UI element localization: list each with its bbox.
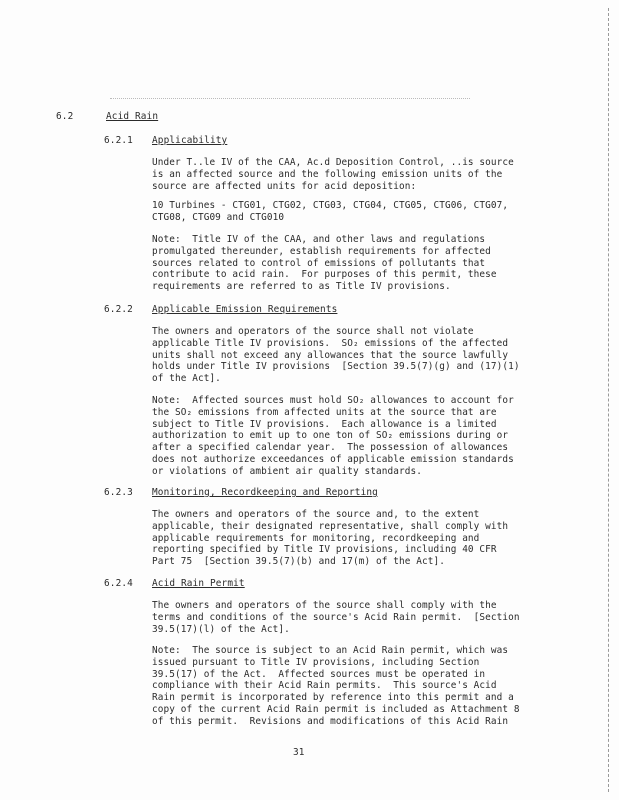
text-line: of the Act]. [152, 373, 221, 385]
text-line: 39.5(17)(l) of the Act]. [152, 623, 290, 635]
paragraph [152, 395, 532, 478]
text-line: The owners and operators of the source shall comply with the [152, 600, 497, 611]
text-line: The owners and operators of the source shall not violate [152, 326, 474, 337]
text-line: compliance with their Acid Rain permits. This source's Acid [152, 680, 497, 692]
text-line: Note: Affected sources must hold SO₂ allowances to account for [152, 395, 514, 406]
text-line: The owners and operators of the source and, to the extent [152, 509, 480, 520]
text-line: terms and conditions of the source's Acid Rain permit. [Section [152, 611, 520, 623]
paragraph [152, 157, 532, 192]
text-line: sources related to control of emissions of pollutants that [152, 257, 486, 269]
section-number: 6.2 [56, 111, 74, 122]
paragraph [152, 645, 532, 728]
text-line: of this permit. Revisions and modifications of this Acid Rain [152, 715, 509, 727]
subsection-number: 6.2.2 [104, 304, 133, 315]
text-line: 39.5(17) of the Act. Affected sources must be operated in [152, 668, 486, 680]
text-line: the SO₂ emissions from affected units at the source that are [152, 406, 497, 418]
scan-artifact [110, 98, 470, 103]
text-line: Note: The source is subject to an Acid Rain permit, which was [152, 645, 509, 656]
text-line: applicable, their designated representative, shall comply with [152, 520, 509, 532]
subsection-title: Acid Rain Permit [152, 578, 245, 589]
subsection-title: Monitoring, Recordkeeping and Reporting [152, 487, 378, 498]
subsection-number: 6.2.1 [104, 135, 133, 146]
text-line: Note: Title IV of the CAA, and other laws and regulations [152, 234, 486, 245]
paragraph [152, 200, 532, 224]
subsection-title: Applicability [152, 135, 228, 146]
text-line: holds under Title IV provisions [Section 39.5(7)(g) and (17)(1) [152, 361, 520, 373]
text-line: applicable requirements for monitoring, recordkeeping and [152, 532, 480, 544]
text-line: copy of the current Acid Rain permit is included as Attachment 8 [152, 703, 520, 715]
text-line: does not authorize exceedances of applicable emission standards [152, 453, 514, 465]
paragraph [152, 326, 532, 385]
text-line: or violations of ambient air quality standards. [152, 465, 422, 477]
text-line: units shall not exceed any allowances that the source lawfully [152, 349, 509, 361]
text-line: is an affected source and the following emission units of the [152, 168, 503, 180]
subsection-number: 6.2.3 [104, 487, 133, 498]
text-line: after a specified calendar year. The possession of allowances [152, 442, 509, 454]
text-line: Rain permit is incorporated by reference into this permit and a [152, 692, 514, 704]
text-line: CTG08, CTG09 and CTG010 [152, 211, 285, 223]
text-line: subject to Title IV provisions. Each allowance is a limited [152, 418, 497, 430]
text-line: contribute to acid rain. For purposes of this permit, these [152, 269, 497, 281]
subsection-number: 6.2.4 [104, 578, 133, 589]
text-line: source are affected units for acid deposition: [152, 180, 417, 192]
text-line: Part 75 [Section 39.5(7)(b) and 17(m) of the Act]. [152, 556, 445, 568]
text-line: issued pursuant to Title IV provisions, including Section [152, 656, 480, 668]
text-line: 10 Turbines - CTG01, CTG02, CTG03, CTG04, CTG05, CTG06, CTG07, [152, 200, 509, 211]
paragraph [152, 509, 532, 568]
text-line: applicable Title IV provisions. SO₂ emissions of the affected [152, 337, 509, 349]
text-line: Under T..le IV of the CAA, Ac.d Deposition Control, ..is source [152, 157, 514, 168]
scan-edge-line [608, 8, 609, 792]
text-line: authorization to emit up to one ton of SO₂ emissions during or [152, 430, 509, 442]
text-line: reporting specified by Title IV provisions, including 40 CFR [152, 544, 497, 556]
page-number: 31 [293, 747, 305, 758]
subsection-title: Applicable Emission Requirements [152, 304, 338, 315]
section-title: Acid Rain [106, 111, 159, 122]
paragraph [152, 600, 532, 635]
paragraph [152, 234, 532, 293]
text-line: promulgated thereunder, establish requirements for affected [152, 245, 491, 257]
text-line: requirements are referred to as Title IV provisions. [152, 281, 451, 293]
